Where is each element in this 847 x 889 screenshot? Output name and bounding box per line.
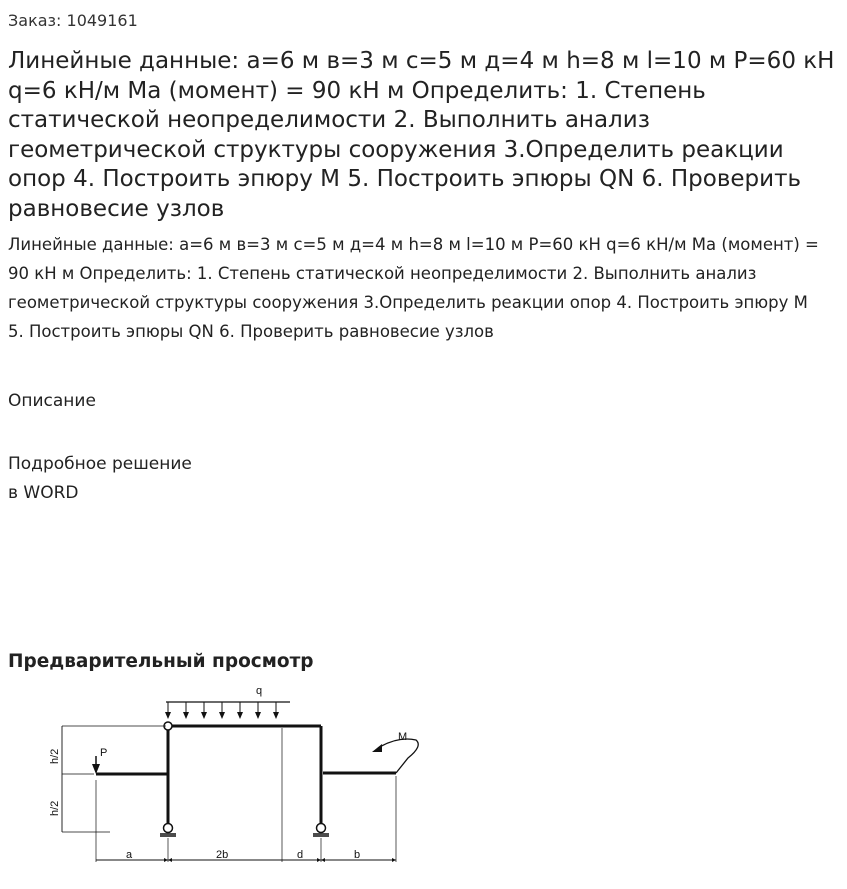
- label-p: P: [100, 747, 108, 759]
- label-h-half-top: h/2: [49, 748, 61, 764]
- label-h-half-bottom: h/2: [49, 800, 61, 816]
- solution-note: [8, 450, 192, 508]
- solution-line-2: в WORD: [8, 483, 79, 503]
- distributed-load-arrowheads: [165, 712, 279, 719]
- label-a: a: [126, 849, 133, 861]
- label-m: M: [398, 731, 408, 743]
- preview-heading: Предварительный просмотр: [8, 651, 314, 672]
- order-number: Заказ: 1049161: [8, 11, 138, 30]
- moment-arc: [378, 739, 418, 773]
- frame-scheme-image: [38, 684, 428, 864]
- description-heading: Описание: [8, 391, 96, 411]
- right-support-icon: [313, 824, 329, 837]
- left-support-icon: [160, 824, 176, 837]
- label-b: b: [354, 849, 361, 861]
- page-title: Линейные данные: а=6 м в=3 м с=5 м д=4 м h=8 м l=10 м P=60 кН q=6 кН/м Ма (момент) = 90 кН м Определить: 1. Степень статической неопределимости 2. Выполнить анализ геометрической структуры сооружения 3.Определить реакции опор 4. Построить эпюру М 5. Построить эпюры QN 6. Проверить равновесие узлов: [8, 48, 835, 222]
- label-2b: 2b: [216, 849, 229, 861]
- frame-scheme-svg: [38, 684, 428, 864]
- task-description: Линейные данные: а=6 м в=3 м с=5 м д=4 м h=8 м l=10 м P=60 кН q=6 кН/м Ма (момент) = 90 кН м Определить: 1. Степень статической неопределимости 2. Выполнить анализ геометрической структуры сооружения 3.Определить реакции опор 4. Построить эпюру М 5. Построить эпюры QN 6. Проверить равновесие узлов: [8, 235, 819, 341]
- solution-line-1: Подробное решение: [8, 454, 192, 474]
- moment-arrowhead: [372, 744, 382, 752]
- label-q: q: [256, 685, 263, 697]
- label-d: d: [297, 849, 304, 861]
